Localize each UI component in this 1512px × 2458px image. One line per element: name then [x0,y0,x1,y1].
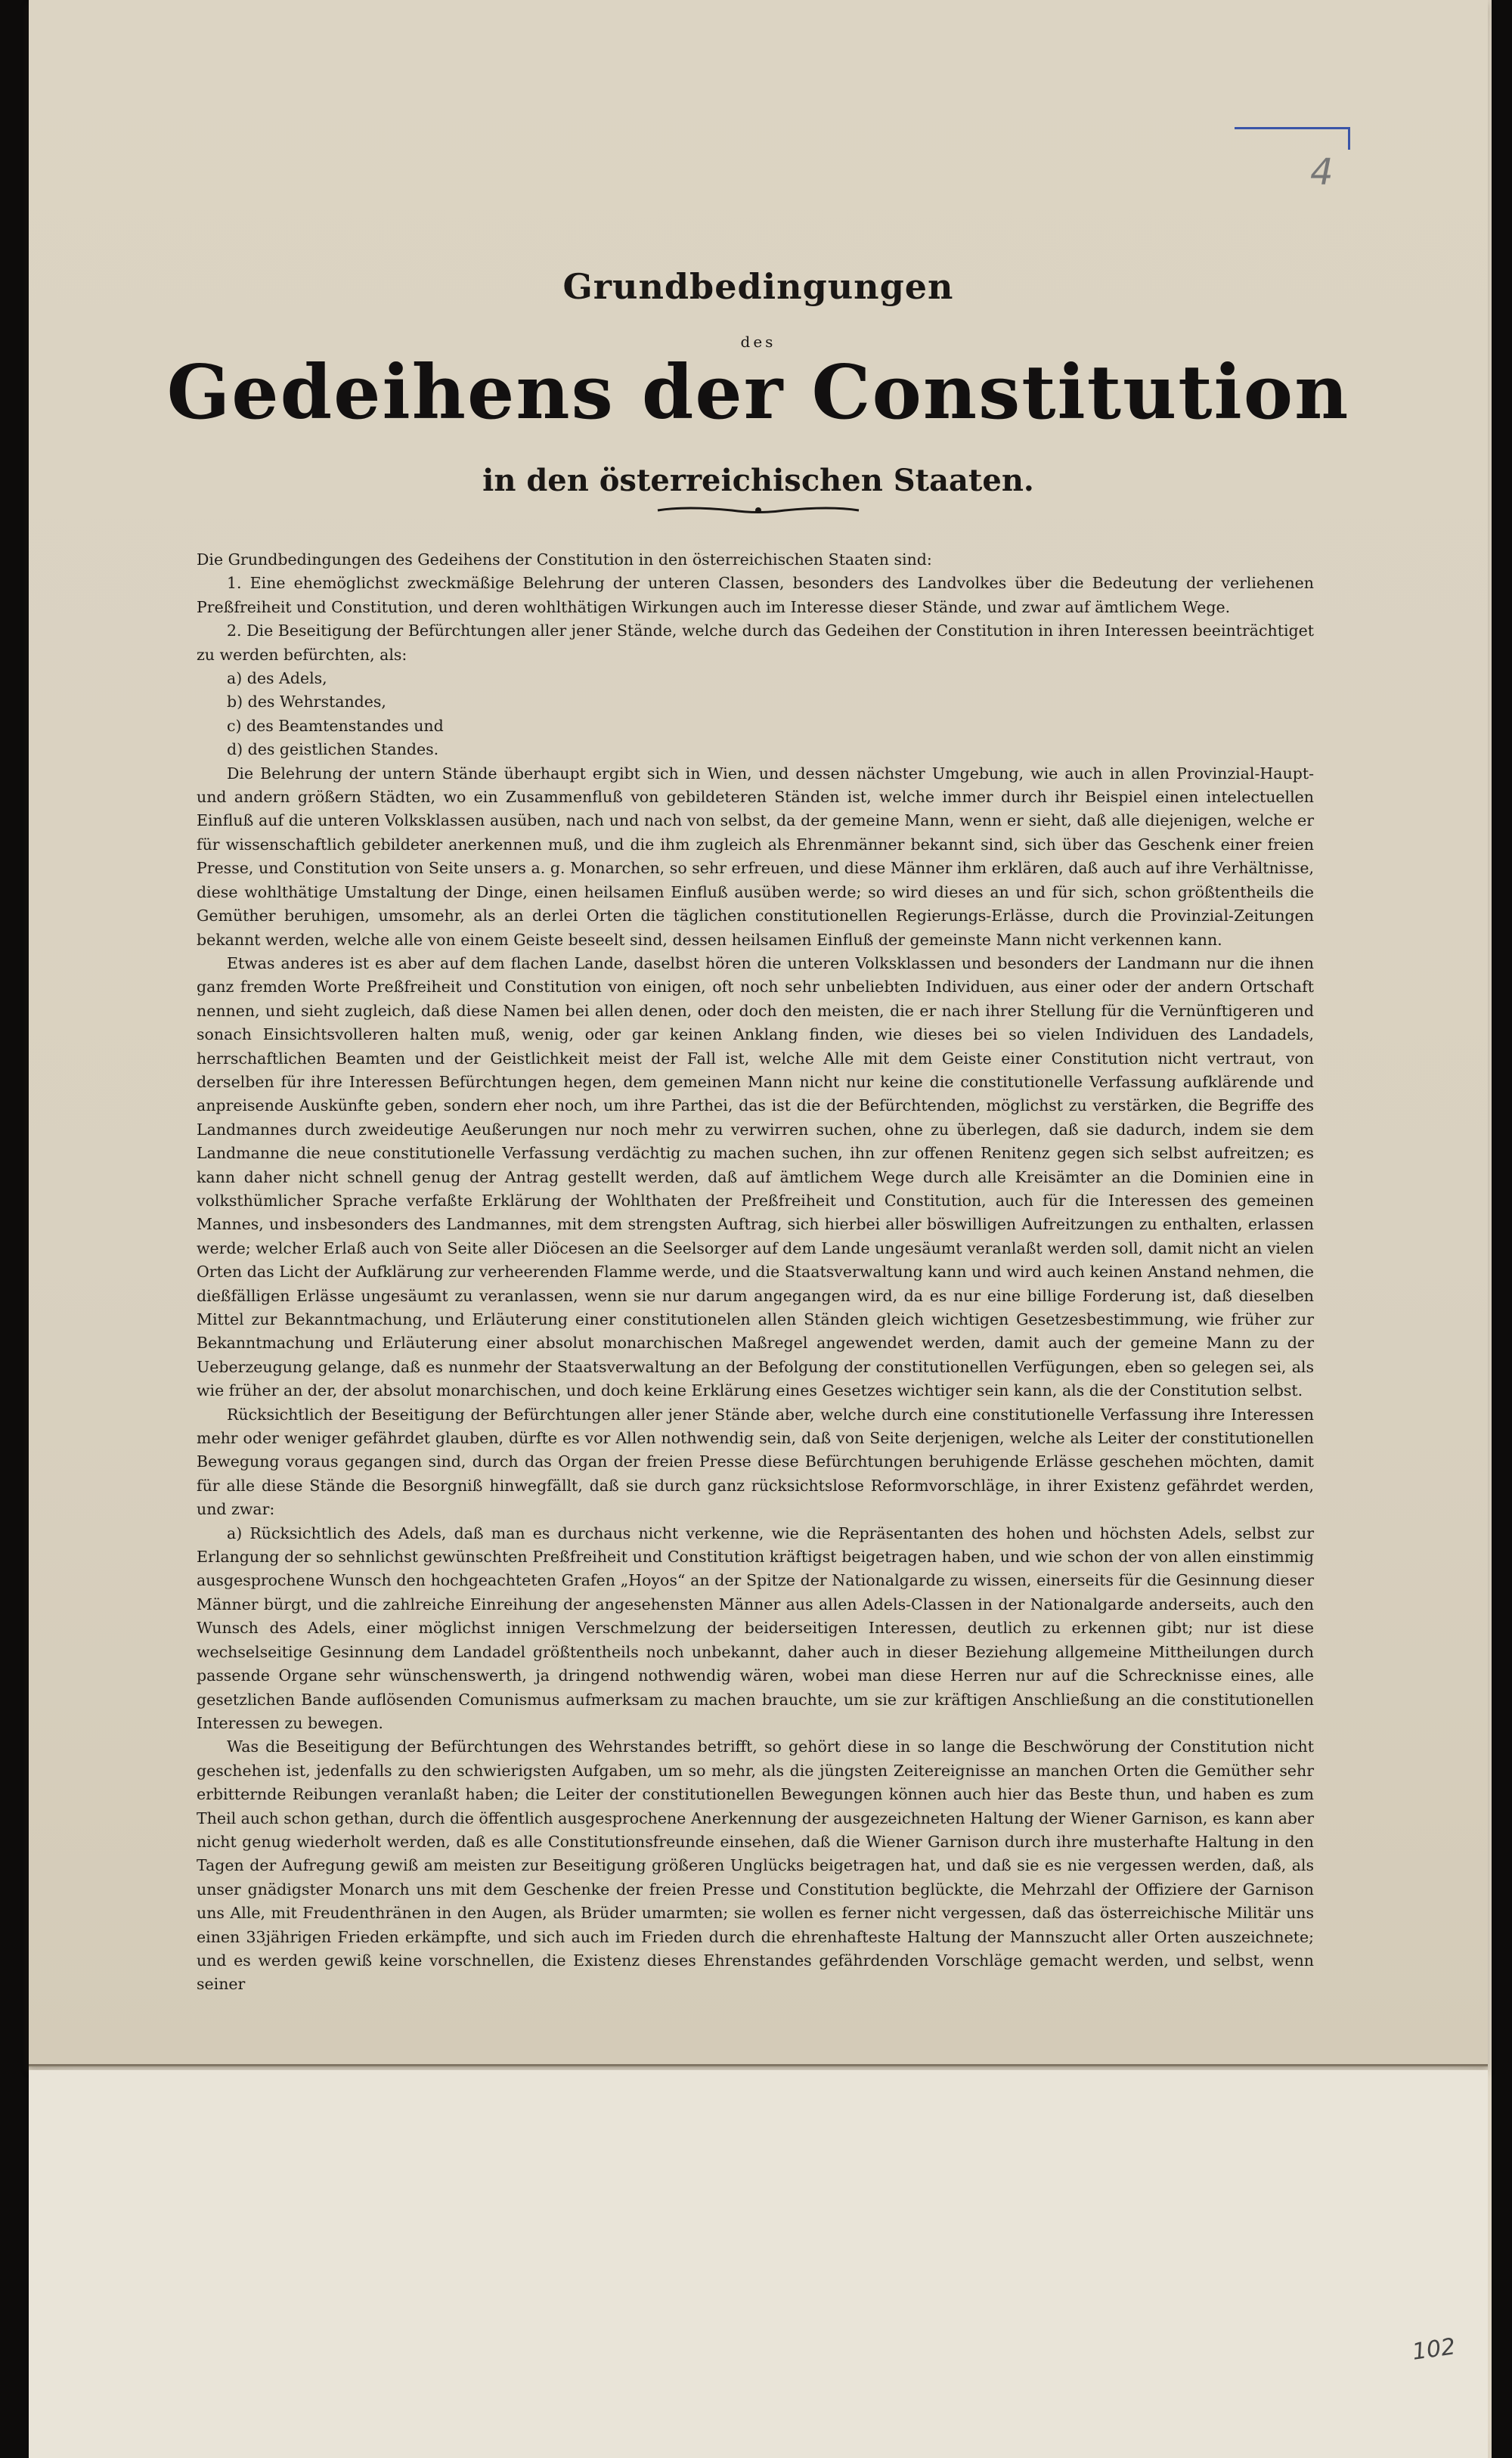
title-ornament [656,505,860,516]
list-item-c: c) des Beamtenstandes und [227,716,444,735]
list-item-a: a) des Adels, [227,669,327,688]
list-item-d: d) des geistlichen Standes. [227,740,439,759]
printed-page [29,0,1488,2066]
blue-tab-marker [1235,127,1349,129]
paragraph-adel: a) Rücksichtlich des Adels, daß man es durchaus nicht verkenne, wie die Repräsentanten des hohen und höchsten Adels, selbst zur Erlangung der so sehnlichst gewünschten Preßfreiheit und Constitution kräftigst beigetragen haben, und wie schon der von allen einstimmig ausgesprochene Wunsch den hochgeachteten Grafen „Hoyos“ an der Spitze der Nationalgarde zu wissen, einerseits für die Gesinnung dieser Männer bürgt, und die zahlreiche Einreihung der angesehensten Männer aus allen Adels-Classen in der Nationalgarde anderseits, auch den Wunsch des Adels, einer möglichst innigen Verschmelzung der beiderseitigen Interessen, deutlich zu erkennen gibt; nur ist diese wechselseitige Gesinnung dem Landadel größtentheils noch unbekannt, daher auch in dieser Beziehung allgemeine Mittheilungen durch passende Organe sehr wünschenswerth, ja dringend nothwendig wären, wobei man diese Herren nur auf die Schrecknisse eines, alle gesetzlichen Bande auflösenden Comunismus aufmerksam zu machen brauchte, um sie zur kräftigen Anschließung an die constitutionellen Interessen zu bewegen. [197,1523,1314,1732]
point-2: 2. Die Beseitigung der Befürchtungen aller jener Stände, welche durch das Gedeihen der Constitution in ihren Interessen beeinträchtiget zu werden befürchten, als: [197,621,1314,664]
intro-paragraph: Die Grundbedingungen des Gedeihens der Constitution in den österreichischen Staaten sind: [197,550,932,569]
list-item-b: b) des Wehrstandes, [227,693,386,711]
point-1: 1. Eine ehemöglichst zweckmäßige Belehrung der unteren Classen, besonders des Landvolkes über die Bedeutung der verliehenen Preßfreiheit und Constitution, und deren wohlthätigen Wirkungen auch im Interesse dieser Stände, und zwar auf ämtlichem Wege. [197,574,1314,616]
document-sheet [29,0,1492,2458]
pencil-folio-number: 102 [1410,2333,1458,2366]
paragraph-wehrstand: Was die Beseitigung der Befürchtungen des Wehrstandes betrifft, so gehört diese in so lange die Beschwörung der Constitution nicht geschehen ist, jedenfalls zu den schwierigsten Aufgaben, um so mehr, als die jüngsten Zeitereignisse an manchen Orten die Gemüther sehr erbitternde Reibungen veranlaßt haben; die Leiter der constitutionellen Bewegungen können auch hier das Beste thun, und haben es zum Theil auch schon gethan, durch die öffentlich ausgesprochene Anerkennung der ausgezeichneten Haltung der Wiener Garnison, es kann aber nicht genug wiederholt werden, daß es alle Constitutionsfreunde einsehen, daß die Wiener Garnison durch ihre musterhafte Haltung in den Tagen der Aufregung gewiß am meisten zur Beseitigung größeren Unglücks beigetragen hat, und daß sie es nie vergessen werden, daß, als unser gnädigster Monarch uns mit dem Geschenke der freien Presse und Constitution beglückte, die Mehrzahl der Offiziere der Garnison uns Alle, mit Freudenthränen in den Augen, als Brüder umarmten; sie wollen es ferner nicht vergessen, daß das österreichische Militär uns einen 33jährigen Frieden erkämpfte, und sich auch im Frieden durch die ehrenhafteste Haltung der Mannszucht aller Orten auszeichnete; und es werden gewiß keine vorschnellen, die Existenz dieses Ehrenstandes gefährdenden Vorschläge gemacht werden, und selbst, wenn seiner [197,1737,1314,1994]
fold-shadow [29,2064,1488,2070]
folded-blank-area [29,2070,1488,2458]
body-text [197,548,1314,1997]
paragraph-belehrung: Die Belehrung der untern Stände überhaupt ergibt sich in Wien, und dessen nächster Umgebung, wie auch in allen Provinzial-Haupt- und andern größern Städten, wo ein Zusammenfluß von gebildeteren Ständen ist, welche immer durch ihr Beispiel einen intelectuellen Einfluß auf die unteren Volksklassen ausüben, nach und nach von selbst, da der gemeine Mann, wenn er sieht, daß alle diejenigen, welche er für wissenschaftlich gebildeter anerkennen muß, und die ihm zugleich als Ehrenmänner bekannt sind, sich über das Geschenk einer freien Presse, und Constitution von Seite unsers a. g. Monarchen, so sehr erfreuen, und diese Männer ihm erklären, daß auch auf ihre Verhältnisse, diese wohlthätige Umstaltung der Dinge, einen heilsamen Einfluß ausüben werde; so wird dieses an und für sich, schon größtentheils die Gemüther beruhigen, umsomehr, als an derlei Orten die täglichen constitutionellen Regierungs-Erlässe, durch die Provinzial-Zeitungen bekannt werden, welche alle von einem Geiste beseelt sind, dessen heilsamen Einfluß der gemeinste Mann nicht verkennen kann. [197,764,1314,949]
subtitle: in den österreichischen Staaten. [482,463,1034,498]
main-title: Gedeihens der Constitution [166,349,1350,436]
paragraph-flaches-land: Etwas anderes ist es aber auf dem flachen Lande, daselbst hören die unteren Volksklassen und besonders der Landmann nur die ihnen ganz fremden Worte Preßfreiheit und Constitution von einigen, oft noch sehr unbeliebten Individuen, aus einer oder der andern Ortschaft nennen, und sieht zugleich, daß diese Namen bei allen denen, oder doch den meisten, die er nach ihrer Stellung für die Vernünftigeren und sonach Einsichtsvolleren halten muß, wenig, oder gar keinen Anklang finden, wie dieses bei so vielen Individuen des Landadels, herrschaftlichen Beamten und der Geistlichkeit meist der Fall ist, welche Alle mit dem Geiste einer Constitution nicht vertraut, von derselben für ihre Interessen Befürchtungen hegen, dem gemeinen Mann nicht nur keine die constitutionelle Verfassung aufklärende und anpreisende Auskünfte geben, sondern eher noch, um ihre Parthei, das ist die der Befürchtenden, möglichst zu verstärken, die Begriffe des Landmannes durch zweideutige Aeußerungen nur noch mehr zu verwirren suchen, ohne zu überlegen, daß sie dadurch, indem sie dem Landmanne die neue constitutionelle Verfassung verdächtig zu machen suchen, ihn zur offenen Renitenz gegen sich selbst aufreitzen; es kann daher nicht schnell genug der Antrag gestellt werden, daß auf ämtlichem Wege durch alle Kreisämter an die Dominien eine in volksthümlicher Sprache verfaßte Erklärung der Wohlthaten der Preßfreiheit und Constitution, auch für die Interessen des gemeinen Mannes, und insbesonders des Landmannes, mit dem strengsten Auftrag, sich hierbei aller böswilligen Aufreitzungen zu enthalten, erlassen werde; welcher Erlaß auch von Seite aller Diöcesen an die Seelsorger auf dem Lande ungesäumt veranlaßt werden soll, damit nicht an vielen Orten das Licht der Aufklärung zur verheerenden Flamme werde, und die Staatsverwaltung kann und wird auch keinen Anstand nehmen, die dießfälligen Erlässe ungesäumt zu veranlassen, wenn sie nur darum angegangen wird, da es nur eine billige Forderung ist, daß dieselben Mittel zur Bekanntmachung, und Erläuterung einer constitutionelen allen Ständen gleich wichtigen Gesetzesbestimmung, wie früher zur Bekanntmachung und Erläuterung einer absolut monarchischen Maßregel angewendet werden, damit auch der gemeine Mann zu der Ueberzeugung gelange, daß es nunmehr der Staatsverwaltung an der Befolgung der constitutionellen Verfügungen, eben so gelegen sei, als wie früher an der, der absolut monarchischen, und doch keine Erklärung eines Gesetzes wichtiger sein kann, als die der Constitution selbst. [197,953,1314,1400]
title-line-1: Grundbedingungen [562,266,954,307]
title-line-2: des [740,333,776,351]
blue-tab-marker-vertical [1348,127,1350,150]
pencil-page-number: 4 [1310,151,1334,194]
paragraph-befuerchtungen: Rücksichtlich der Beseitigung der Befürchtungen aller jener Stände aber, welche durch eine constitutionelle Verfassung ihre Interessen mehr oder weniger gefährdet glauben, dürfte es vor Allen nothwendig sein, daß von Seite derjenigen, welche als Leiter der constitutionellen Bewegung voraus gegangen sind, durch das Organ der freien Presse diese Befürchtungen beruhigende Erlässe geschehen möchten, damit für alle diese Stände die Besorgniß hinwegfällt, daß sie durch ganz rücksichtslose Reformvorschläge, in ihrer Existenz gefährdet werden, und zwar: [197,1405,1314,1519]
